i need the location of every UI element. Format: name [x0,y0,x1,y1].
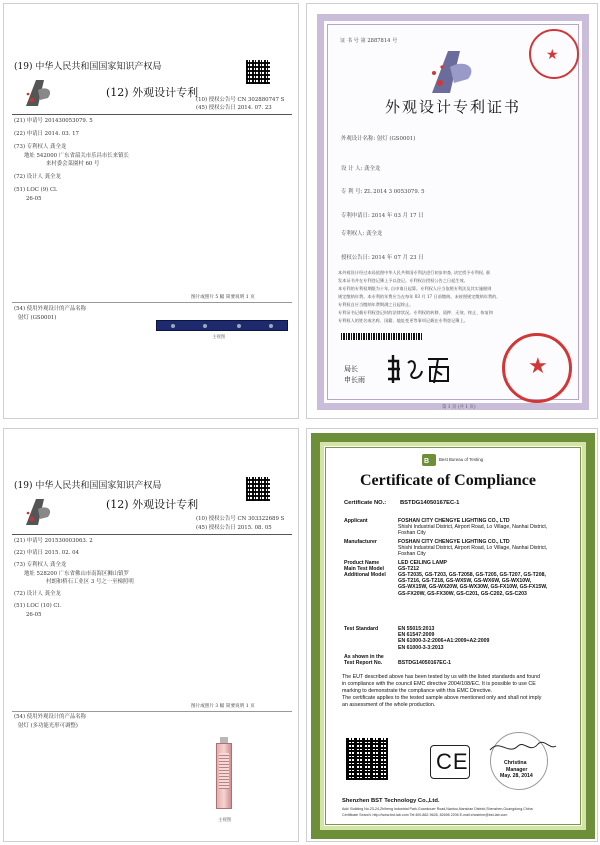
field-line: (51) LOC (9) Cl. [14,187,58,193]
certificate-frame [317,14,589,410]
qr-code-icon [246,60,270,84]
field-line: (72) 设计人 龚全龙 [14,174,61,180]
red-seal-official: ★ [502,333,572,403]
row-label: Manufacturer [344,539,377,545]
page-count: 图片或照片 3 幅 简要说明 1 页 [191,704,255,709]
field-line: 来村委会菜園村 60 号 [46,161,100,167]
pub-date: (45) 授权公告日 2014. 07. 23 [196,105,272,111]
grant-date: 授权公告日: 2014 年 07 月 23 日 [341,255,424,261]
certificate-number-label: Certificate NO.: [344,500,387,506]
bst-logo-icon [422,454,436,466]
report-label: As shown in the Test Report No. [344,654,384,667]
issuer-heading: (19) 中华人民共和国国家知识产权局 [14,481,162,491]
page-count: 图片或照片 5 幅 简要说明 1 页 [191,295,255,300]
image-caption: 主视图 [218,818,232,823]
signer-name: Christina [504,760,527,766]
row-label: Product Name [344,560,380,566]
patent-number: 专 利 号: ZL 2014 3 0053079. 5 [341,189,425,195]
patent-type: (12) 外观设计专利 [106,86,199,99]
field-line: (22) 申请日 2014. 03. 17 [14,131,79,137]
field-line: (22) 申请日 2015. 02. 04 [14,550,79,556]
company-name: Shenzhen BST Technology Co.,Ltd. [342,798,440,804]
field-line: (72) 设计人 龚全龙 [14,591,61,597]
product-photo [216,737,232,815]
row-label: Additional Model [344,572,386,578]
certificate-statement: The EUT described above has been tested by us with the listed standards and found in compliance with the council EMC directive 2004/108/EC. It is possible to use CE marking to demonstrate the compliance with this EMC Directive. The certificate applies to the tested sample above mentioned only and shall not imply an assessment of the whole production. [342,674,542,708]
divider [12,711,292,712]
field-line: (51) LOC (10) Cl. [14,603,61,609]
row-value: LED CEILING LAMP [398,560,447,566]
contact-info: Certificate Search: http://www.bst-lab.com Tel:400-882-9628, 82698 2206 E-mail:chcstrine@bst-lab.com [342,813,508,817]
report-number: BSTDG14050167EC-1 [398,660,452,666]
product-name: 射灯 (GS0001) [18,315,57,321]
patent-document-2 [3,428,299,842]
ce-mark-icon: CE [430,745,470,779]
page-footer: 第 1 页 (共 1 页) [442,405,476,410]
divider [12,534,292,535]
company-address: Add: Building No.23-24,Zhiheng Industrial Park,Guankouer Road,Nantou,Nanshan District,Shenzhen,Guangdong,China [342,807,533,811]
cnipa-logo-icon [24,495,56,527]
designer: 设 计 人: 龚全龙 [341,166,381,172]
field-line: 地址 528200 广东省佛山市南海区狮山镇罗 [24,571,129,577]
patent-owner: 专利权人: 龚全龙 [341,231,383,237]
row-value: FOSHAN CITY CHENGYE LIGHTING CO., LTD Shishi Industrial District, Airport Road, Lo Village, Nanhai District, Foshan City [398,518,548,537]
row-value: FOSHAN CITY CHENGYE LIGHTING CO., LTD Shishi Industrial District, Airport Road, Lo Village, Nanhai District, Foshan City [398,539,548,558]
red-seal-top: ★ [529,29,579,79]
compliance-certificate [306,428,598,842]
svg-text:B: B [424,458,430,465]
certificate-number: 证 书 号 第 2887814 号 [340,38,398,44]
field-line: (21) 申请号 201430053079. 5 [14,118,93,124]
divider [12,302,292,303]
product-photo [156,320,288,331]
application-date: 专利申请日: 2014 年 03 月 17 日 [341,213,424,219]
image-caption: 主视图 [212,335,226,340]
product-name: 射灯 (多功能光形可调整) [18,723,78,729]
field-line: 26-05 [26,612,42,618]
product-label: (54) 使用外观设计的产品名称 [14,714,87,720]
row-label: Applicant [344,518,368,524]
cnipa-logo-icon [428,45,482,95]
certificate-title: Certificate of Compliance [360,472,536,489]
row-value: GS-T2035, GS-T203, GS-T2058, GS-T205, GS-T207, GS-T208, GS-T216, GS-T218, GS-WX5W, GS-WX6W, GS-WX10W, GS-WX15W, GS-WX20W, GS-WX30W, GS-FX10W, GS-FX15W, GS-FX20W, GS-FX30W, GS-C201, GS-C202, GS-C203 [398,572,548,597]
field-line: (21) 申请号 201530003063. 2 [14,538,93,544]
lab-name: Best Bureau of Testing [439,457,484,462]
director-name-label: 申长雨 [344,376,365,384]
certificate-title: 外观设计专利证书 [385,98,522,116]
field-line: 26-05 [26,196,42,202]
divider [12,114,292,115]
pub-number: (10) 授权公告号 CN 302880747 S [196,97,285,103]
row-value: GS-T212 [398,566,420,572]
barcode-icon [341,333,423,340]
signature-image [488,736,558,758]
pub-date: (45) 授权公告日 2015. 08. 05 [196,525,272,531]
row-label: Main Test Model [344,566,384,572]
qr-code-icon [246,477,270,501]
certificate-number: BSTDG14050167EC-1 [400,500,460,506]
field-line: (73) 专利权人 龚全龙 [14,144,67,150]
cnipa-logo-icon [24,76,56,108]
field-line: 地址 542000 广东省韶关市乐昌市长来镇长 [24,153,129,159]
issue-date: May. 28, 2014 [500,773,533,779]
qr-code-icon [346,738,388,780]
signature-image [384,353,454,385]
standards-list: EN 55015:2013 EN 61547:2009 EN 61000-3-2:2006+A1:2009+A2:2009 EN 61000-3-3:2013 [398,626,490,651]
patent-certificate [306,3,598,419]
field-line: (73) 专利权人 龚全龙 [14,562,67,568]
certificate-body: 本外观设计经过本局依照中华人民共和国专利法进行初步审查, 决定授予专利权, 颁 发本证书并在专利登记簿上予以登记。专利权自授权公告之日起生效。 本专利的专利权期限为十年, 自申请日起算。专利权人应当依照专利法及其实施细则 规定缴纳年费。本专利的年费应当在每年 03 月 17 日前缴纳。未按照规定缴纳年费的, 专利权自应当缴纳年费期满之日起终止。 专利证书记载专利权登记时的法律状况。专利权的转移、质押、无效、终止、恢复和 专利权人的姓名或名称、国籍、地址变更等事项记载在专利登记簿上。 [338,270,498,323]
test-standard-label: Test Standard [344,626,379,632]
field-line: 村朗和桥石工业区 3 号之一至梯照明 [46,579,134,585]
design-name: 外观设计名称: 射灯 (GS0001) [341,136,416,142]
patent-document-1 [3,3,299,419]
patent-type: (12) 外观设计专利 [106,498,199,511]
product-label: (54) 使用外观设计的产品名称 [14,306,87,312]
certificate-frame [311,433,595,839]
pub-number: (10) 授权公告号 CN 303322689 S [196,516,285,522]
signer-title: Manager [506,767,528,773]
director-label: 局长 [344,365,358,373]
issuer-heading: (19) 中华人民共和国国家知识产权局 [14,62,162,72]
